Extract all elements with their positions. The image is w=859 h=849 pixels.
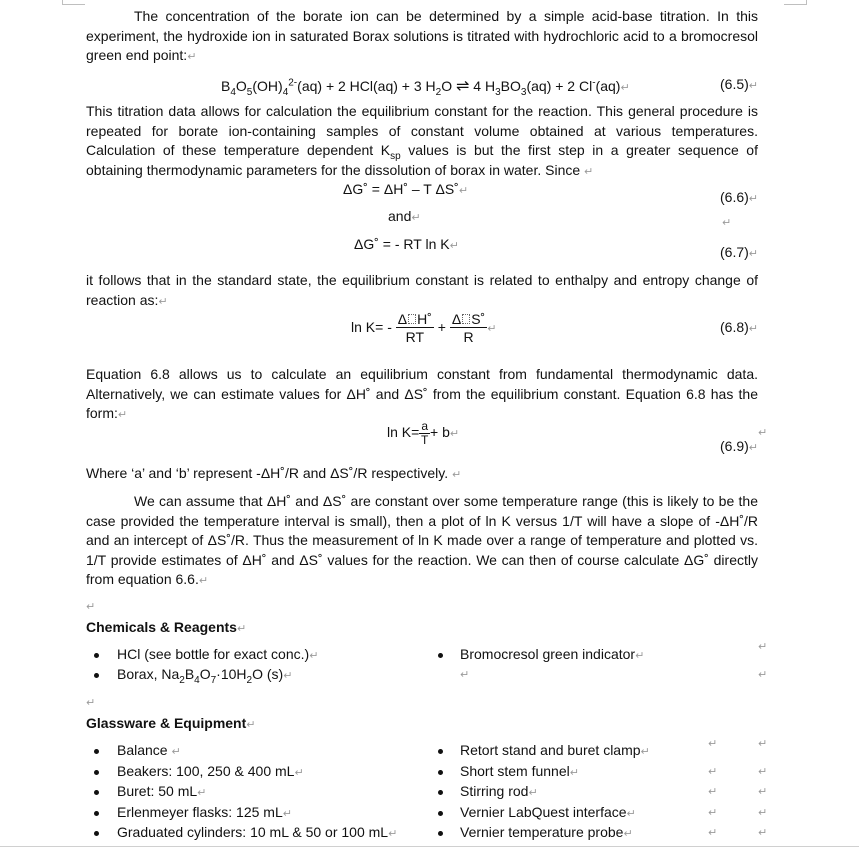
cell-mark: ↵ (708, 786, 718, 798)
bullet (94, 790, 99, 795)
margin-corner-right (784, 0, 807, 5)
bullet (438, 749, 443, 754)
equation-6-5-label: (6.5)↵ (720, 76, 759, 92)
bullet (94, 749, 99, 754)
cell-mark: ↵ (708, 807, 718, 819)
cell-mark: ↵ (758, 827, 768, 839)
paragraph-mark: ↵ (460, 669, 470, 681)
bullet (438, 811, 443, 816)
bullet (94, 653, 99, 658)
equation-6-7-label: (6.7)↵ (720, 244, 759, 260)
cell-mark: ↵ (758, 641, 768, 653)
equation-6-8-label: (6.8)↵ (720, 319, 759, 335)
glassware-heading: Glassware & Equipment↵ (86, 715, 256, 731)
equation-6-6: ΔG˚ = ΔH˚ – T ΔS˚↵ (343, 181, 469, 197)
cell-mark: ↵ (758, 738, 768, 750)
equipment-item: Beakers: 100, 250 & 400 mL↵ (117, 763, 304, 779)
titration-paragraph: This titration data allows for calculation the equilibrium constant for the reaction. This general procedure is repeated for borate ion-containing samples of constant volume obtained at various temperatures. Calculation of these temperature dependent $K_{sp}$ values is but the first step in a greater sequence of obtaining thermodynamic parameters for the dissolution of borax in water. Since ↵ (86, 103, 758, 178)
equation-6-5: $B_4O_5(OH)_4^{2-}(aq) + 2$ HCl(aq) + 3 $H_2O$ ⇌ 4 $H_3BO_3(aq) + 2$ Cl-(aq)↵ (221, 77, 630, 98)
cell-mark: ↵ (758, 669, 768, 681)
cell-mark: ↵ (708, 738, 718, 750)
intro-paragraph: The concentration of the borate ion can be determined by a simple acid-base titration. In this experiment, the hydroxide ion in saturated Borax solutions is titrated with hydrochloric acid to a bromocresol green end point:↵ (86, 8, 758, 63)
bullet (438, 790, 443, 795)
paragraph-mark: ↵ (86, 697, 96, 709)
equation-6-9-label: (6.9)↵ (720, 438, 759, 454)
equipment-item: Graduated cylinders: 10 mL & 50 or 100 mL↵ (117, 824, 398, 840)
equation-6-9: ln K= $\frac{a}{T}$ + b↵ (387, 419, 460, 447)
cell-mark: ↵ (708, 827, 718, 839)
chemical-item: Bromocresol green indicator↵ (460, 646, 645, 662)
bullet (94, 673, 99, 678)
equipment-item: Vernier temperature probe↵ (460, 824, 633, 840)
equipment-item: Erlenmeyer flasks: 125 mL↵ (117, 804, 292, 820)
bullet (94, 811, 99, 816)
equipment-item: Balance ↵ (117, 742, 181, 758)
chemical-item: Borax, $Na_2B_4O_7\cdot 10H_2O$ (s)↵ (117, 666, 293, 686)
bullet (438, 770, 443, 775)
chemical-item: HCl (see bottle for exact conc.)↵ (117, 646, 319, 662)
equation-6-8: ln K= - $\frac{\text{Δ H˚}}{RT}$ + $\frac{\text{Δ S˚}}{R}$ ↵ (351, 311, 497, 345)
equation-6-6-label: (6.6)↵ (720, 189, 759, 205)
cell-mark: ↵ (758, 786, 768, 798)
cell-mark: ↵ (708, 766, 718, 778)
equipment-item: Short stem funnel↵ (460, 763, 579, 779)
bullet (438, 653, 443, 658)
where-paragraph: Where ‘a’ and ‘b’ represent -ΔH˚/R and ΔS˚/R respectively. ↵ (86, 465, 462, 481)
standard-state-paragraph: it follows that in the standard state, the equilibrium constant is related to enthalpy and entropy change of reaction as:↵ (86, 272, 758, 308)
equipment-item: Stirring rod↵ (460, 783, 538, 799)
bullet (94, 770, 99, 775)
paragraph-mark: ↵ (722, 217, 732, 229)
equipment-item: Vernier LabQuest interface↵ (460, 804, 636, 820)
equation-6-7: ΔG˚ = - RT ln K↵ (354, 236, 459, 252)
cell-mark: ↵ (758, 766, 768, 778)
margin-corner-left (62, 0, 85, 5)
bullet (94, 831, 99, 836)
and-text: and↵ (388, 208, 421, 224)
paragraph-mark: ↵ (86, 601, 96, 613)
bullet (438, 831, 443, 836)
equation-form-paragraph: Equation 6.8 allows us to calculate an equilibrium constant from fundamental thermodynamic data. Alternatively, we can estimate values for ΔH˚ and ΔS˚ from the equilibrium constant. Equation 6.8 has the form:↵ (86, 366, 758, 421)
equipment-item: Buret: 50 mL↵ (117, 783, 207, 799)
equipment-item: Retort stand and buret clamp↵ (460, 742, 650, 758)
cell-mark: ↵ (758, 807, 768, 819)
assumption-paragraph: We can assume that ΔH˚ and ΔS˚ are constant over some temperature range (this is likely to be the case provided the temperature interval is small), then a plot of ln K versus 1/T will have a slope of -ΔH˚/R and an intercept of ΔS˚/R. Thus the measurement of ln K made over a range of temperature and plotted vs. 1/T provide estimates of ΔH˚ and ΔS˚ values for the reaction. We can then of course calculate ΔG˚ directly from equation 6.6.↵ (86, 493, 758, 587)
page-bottom-edge (0, 846, 859, 847)
paragraph-mark: ↵ (758, 427, 768, 439)
chemicals-heading: Chemicals & Reagents↵ (86, 619, 247, 635)
